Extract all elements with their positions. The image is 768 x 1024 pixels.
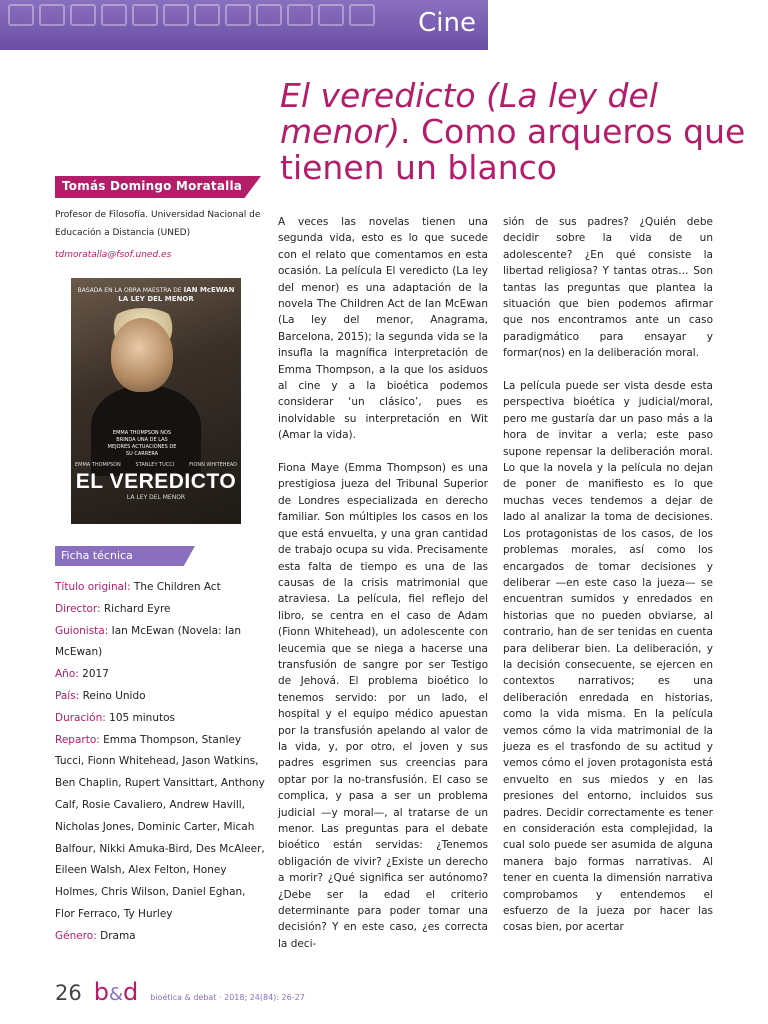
ficha-value: Reino Unido (82, 689, 146, 702)
poster-cast-member: STANLEY TUCCI (135, 462, 175, 468)
ficha-list (55, 577, 265, 948)
section-label: Cine (418, 8, 476, 38)
ficha-value: 2017 (82, 668, 109, 681)
title-rest: . Como arqueros que tienen un blanco (280, 112, 746, 187)
ficha-item (55, 664, 265, 686)
poster-top-line: BASADA EN LA OBRA MAESTRA DE (77, 287, 182, 294)
ficha-value: Emma Thompson, Stanley Tucci, Fionn Whitehead, Jason Watkins, Ben Chaplin, Rupert Vansittart, Anthony Calf, Rosie Cavaliero, Andrew Havill, Nicholas Jones, Dominic Carter, Micah Balfour, Nikki Amuka-Bird, Des McAleer, Eileen Walsh, Alex Felton, Honey Holmes, Chris Wilson, Daniel Eghan, Flor Ferraco, Ty Hurley (55, 733, 265, 920)
ficha-key: Género: (55, 929, 97, 942)
logo-d: d (123, 978, 139, 1006)
ficha-key: País: (55, 689, 80, 702)
ficha-key: Reparto: (55, 733, 100, 746)
ficha-value: The Children Act (133, 581, 221, 593)
poster-cast (75, 462, 237, 468)
logo-b: b (93, 978, 109, 1006)
film-frame (287, 4, 313, 26)
movie-poster (71, 278, 241, 524)
ficha-item (55, 577, 265, 599)
film-frame (194, 4, 220, 26)
author-affiliation: Profesor de Filosofía. Universidad Nacional de Educación a Distancia (UNED) (55, 210, 261, 238)
poster-top-subtitle: LA LEY DEL MENOR (118, 295, 194, 303)
film-frame (318, 4, 344, 26)
title-italic: El veredicto (La ley del menor) (280, 76, 658, 151)
ficha-item (55, 686, 265, 708)
ficha-value: 105 minutos (109, 711, 176, 724)
paragraph: Fiona Maye (Emma Thompson) es una prestigiosa jueza del Tribunal Superior de Londres especializada en derecho familiar. Son múltiples los casos en los que está envuelta, y una gran cantidad de trabajo ocupa su vida. Precisamente esta falta de tiempo es una de las causas de la crisis matrimonial que atraviesa. La película, fiel reflejo del libro, se centra en el caso de Adam (Fionn Whitehead), un adolescente con leucemia que se niega a hacerse una transfusión de sangre por ser Testigo de Jehová. El problema bioético lo tenemos servido: por un lado, el hospital y el equipo médico apuestan por la transfusión apelando al valor de la vida, y, por otro, el joven y sus padres esgrimen sus creencias para optar por la no-transfusión. El caso se complica, y pasa a ser un problema judicial —y moral—, al tratarse de un menor. Las preguntas para el debate bioético están servidas: ¿Tenemos obligación de vivir? ¿Existe un derecho a morir? ¿Qué significa ser autónomo? ¿Debe ser la edad el criterio determinante para poder tomar una decisión? Y en este caso, ¿es correcta la deci- (278, 462, 488, 950)
author-name: Tomás Domingo Moratalla (62, 179, 243, 193)
logo-amp: & (108, 984, 124, 1005)
section-banner (0, 0, 488, 50)
article-title (280, 78, 750, 186)
poster-subtitle: LA LEY DEL MENOR (126, 494, 186, 501)
poster-title: EL VEREDICTO (75, 470, 237, 493)
poster-header (71, 286, 241, 304)
ficha-label: Ficha técnica (61, 549, 133, 562)
journal-logo (94, 978, 139, 1006)
ficha-value: Drama (100, 929, 136, 942)
ficha-key: Duración: (55, 711, 106, 724)
poster-cast-member: EMMA THOMPSON (75, 462, 121, 468)
poster-figure-face (111, 318, 173, 392)
paragraph: La película puede ser vista desde esta perspectiva bioética y judicial/moral, pero me gustaría dar un paso más a la hora de invitar a verla; este paso supone repensar la deliberación moral. Lo que la novela y la película no dejan de poner de manifiesto es lo que muchas veces tendemos a dejar de lado al analizar la toma de decisiones. Los protagonistas de los casos, de los problemas morales, así como los encargados de tomar decisiones y deliberar —en este caso la jueza— se encuentran sumidos y enredados en historias que no pueden obviarse, al contrario, han de ser tenidas en cuenta para deliberar bien. La deliberación, y la decisión consecuente, se ejercen en contextos narrativos; es una deliberación enredada en historias, como la vida misma. En la película vemos cómo la vida matrimonial de la jueza es el trasfondo de su actitud y vemos cómo el joven protagonista está envuelto en sus miedos y en las presiones del entorno, incluidos sus padres. Decidir correctamente es tener en consideración esta complejidad, la cual solo puede ser asumida de alguna manera bajo formas narrativas. Al tener en cuenta la dimensión narrativa comprobamos y entendemos el esfuerzo de la jueza por hacer las cosas bien, por acertar (503, 380, 713, 934)
author-email[interactable]: tdmoratalla@fsof.uned.es (55, 250, 172, 260)
film-strip-decoration (0, 0, 400, 34)
film-frame (39, 4, 65, 26)
film-frame (8, 4, 34, 26)
ficha-value: Richard Eyre (103, 602, 171, 615)
ficha-key: Título original: (55, 581, 131, 593)
film-frame (132, 4, 158, 26)
poster-top-author: IAN McEWAN (183, 286, 235, 294)
page-footer (55, 978, 305, 1004)
body-column-2 (503, 214, 713, 936)
paragraph: A veces las novelas tienen una segunda vida, esto es lo que sucede con el relato que comentamos en esta ocasión. La película El veredicto (La ley del menor) es una adaptación de la novela The Children Act de Ian McEwan (La ley del menor, Anagrama, Barcelona, 2015); la segunda vida se la insufla la magnífica interpretación de Emma Thompson, a la que los asiduos al cine y a la bioética podemos considerar ‘un clásico’, pues es inolvidable su interpretación en Wit (Amar la vida). (278, 216, 488, 442)
ficha-item (55, 730, 265, 926)
paragraph: sión de sus padres? ¿Quién debe decidir sobre la vida de un adolescente? ¿En qué consiste la libertad religiosa? Y tantas otras… Son tantas las preguntas que plantea la situación que bien podemos afirmar que nos encontramos ante un caso paradigmático para ensayar y formar(nos) en la deliberación moral. (503, 216, 713, 360)
page-number: 26 (55, 981, 82, 1005)
film-frame (349, 4, 375, 26)
film-frame (70, 4, 96, 26)
ficha-key: Año: (55, 668, 79, 681)
film-frame (101, 4, 127, 26)
body-column-1 (278, 214, 488, 952)
ficha-item (55, 926, 265, 948)
poster-quote: EMMA THOMPSON NOS BRINDA UNA DE LAS MEJORES ACTUACIONES DE SU CARRERA (107, 430, 177, 457)
film-frame (256, 4, 282, 26)
ficha-value: Ian McEwan (Novela: Ian McEwan) (55, 624, 242, 659)
ficha-key: Director: (55, 602, 101, 615)
ficha-item (55, 599, 265, 621)
ficha-item (55, 708, 265, 730)
poster-cast-member: FIONN WHITEHEAD (189, 462, 237, 468)
ficha-key: Guionista: (55, 624, 109, 637)
journal-citation: bioética & debat · 2018; 24(84): 26-27 (150, 993, 305, 1002)
ficha-item (55, 621, 265, 665)
film-frame (163, 4, 189, 26)
film-frame (225, 4, 251, 26)
